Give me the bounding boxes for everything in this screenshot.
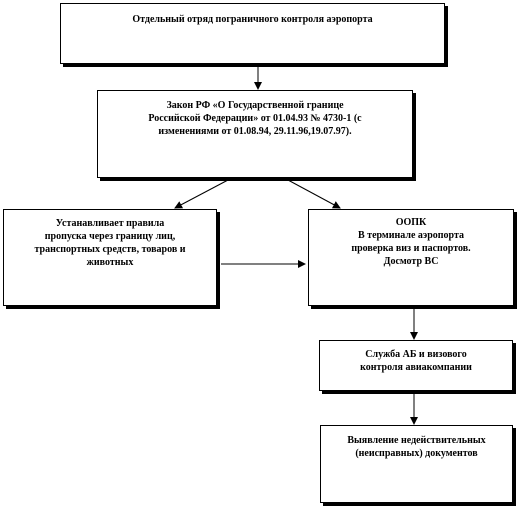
node-invalid-documents-line-1: Выявление недействительных: [347, 435, 486, 446]
node-ab-visa-service-line-2: контроля авиакомпании: [360, 362, 472, 373]
node-oopk: [308, 209, 514, 306]
node-ab-visa-service-line-1: Служба АБ и визового: [365, 349, 467, 360]
node-oopk-line-2: В терминале аэропорта: [357, 230, 464, 241]
node-invalid-documents-line-2: (неисправных) документов: [355, 448, 478, 459]
node-oopk-line-4: Досмотр ВС: [383, 256, 439, 267]
node-ab-visa-service: [319, 340, 513, 391]
node-crossing-rules-line-4: животных: [86, 257, 134, 268]
node-airport-border-control-line-1: Отдельный отряд пограничного контроля аэропорта: [132, 14, 373, 25]
node-crossing-rules: [3, 209, 217, 306]
node-crossing-rules-line-1: Устанавливает правила: [55, 218, 165, 229]
node-oopk-line-3: проверка виз и паспортов.: [351, 243, 471, 254]
node-crossing-rules-line-2: пропуска через границу лиц,: [44, 231, 176, 242]
node-crossing-rules-line-3: транспортных средств, товаров и: [34, 244, 186, 255]
edge-state-border-law-to-crossing-rules: [175, 180, 228, 208]
node-state-border-law-line-1: Закон РФ «О Государственной границе: [166, 100, 344, 111]
node-invalid-documents: [320, 425, 513, 503]
node-state-border-law-line-2: Российской Федерации» от 01.04.93 № 4730-1 (с: [148, 113, 362, 124]
node-oopk-line-1: ООПК: [395, 217, 427, 228]
node-state-border-law-line-3: изменениями от 01.08.94, 29.11.96,19.07.97).: [158, 126, 352, 137]
node-airport-border-control: [60, 3, 445, 64]
edge-state-border-law-to-oopk: [288, 180, 340, 208]
node-state-border-law: [97, 90, 413, 178]
